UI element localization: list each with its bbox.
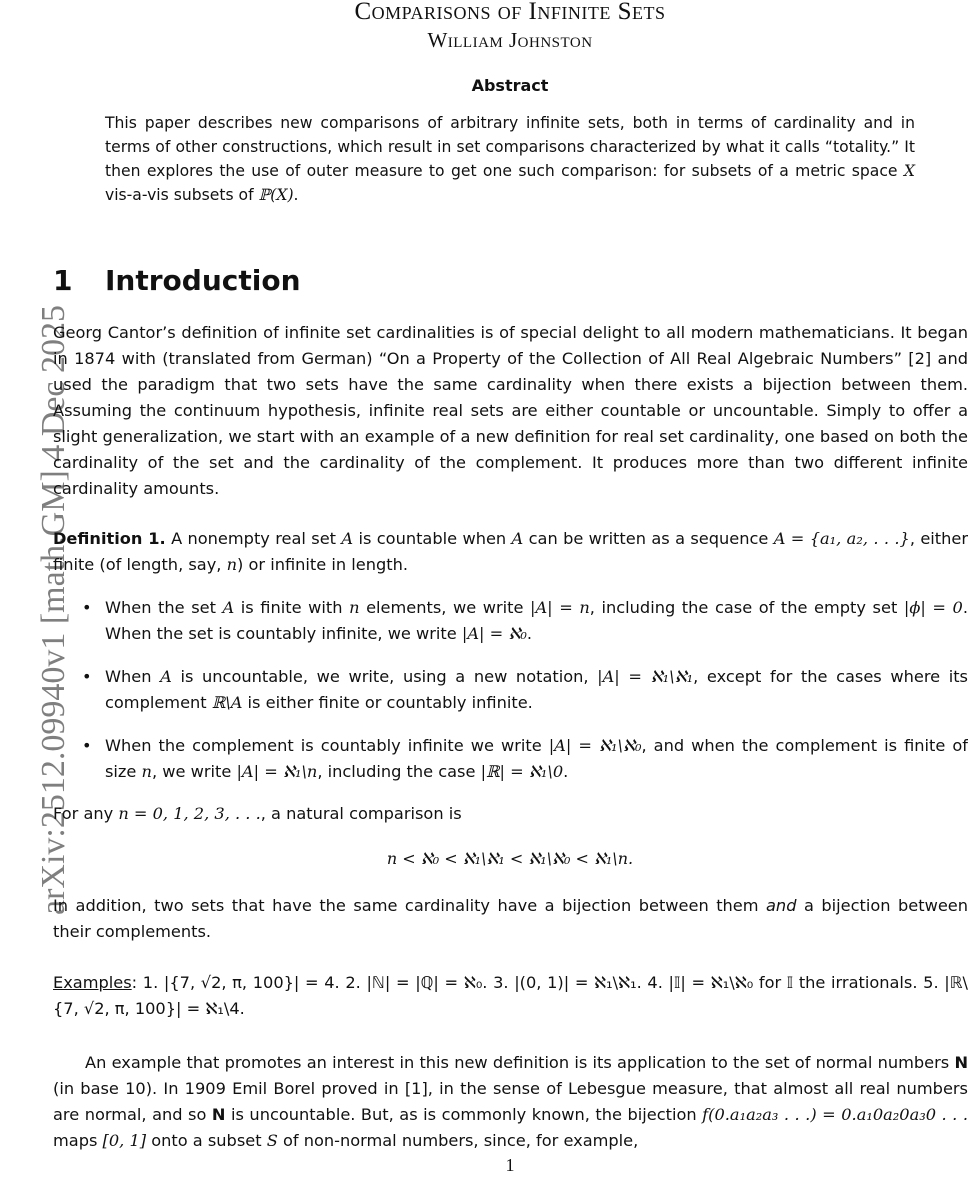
list-item: • When the complement is countably infinite we write |A| = ℵ₁\ℵ₀, and when the complement is finite of size n, we write |A| = ℵ₁\n, including the case |ℝ| = ℵ₁\0.	[105, 733, 968, 785]
section-heading	[53, 264, 301, 297]
abstract-text: This paper describes new comparisons of arbitrary infinite sets, both in terms of cardinality and in terms of other constructions, which result in set comparisons characterized by what it calls “totality.” It then explores the use of outer measure to get one such comparison: for subsets of a metric space X vis-a-vis subsets of ℙ(X).	[105, 114, 915, 204]
definition-label: Definition 1.	[53, 529, 166, 548]
intro-paragraph: Georg Cantor’s definition of infinite set cardinalities is of special delight to all modern mathematicians. It began in 1874 with (translated from German) “On a Property of the Collection of All Real Algebraic Numbers” [2] and used the paradigm that two sets have the same cardinality when there exists a bijection between them. Assuming the continuum hypothesis, infinite real sets are either countable or uncountable. Simply to offer a slight generalization, we start with an example of a new definition for real set cardinality, one based on both the cardinality of the set and the cardinality of the complement. It produces more than two different infinite cardinality amounts.	[53, 323, 968, 498]
bullet-icon: •	[82, 736, 92, 755]
comparison-display-equation: n < ℵ₀ < ℵ₁\ℵ₁ < ℵ₁\ℵ₀ < ℵ₁\n.	[386, 849, 634, 868]
comparison-paragraph: For any n = 0, 1, 2, 3, . . ., a natural comparison is	[53, 804, 462, 823]
page-number: 1	[505, 1155, 515, 1175]
author-name: William Johnston	[427, 28, 593, 52]
addition-paragraph: In addition, two sets that have the same cardinality have a bijection between them and a bijection between their complements.	[53, 896, 968, 941]
paper-title: Comparisons of Infinite Sets	[354, 0, 666, 25]
arxiv-identifier-stamp: arXiv:2512.09940v1 [math.GM] 4 Dec 2025	[35, 304, 72, 915]
bullet-icon: •	[82, 667, 92, 686]
list-item: • When A is uncountable, we write, using a new notation, |A| = ℵ₁\ℵ₁, except for the cases where its complement ℝ\A is either finite or countably infinite.	[105, 664, 968, 716]
list-item: • When the set A is finite with n elements, we write |A| = n, including the case of the empty set |ϕ| = 0. When the set is countably infinite, we write |A| = ℵ₀.	[105, 595, 968, 647]
normal-numbers-paragraph: An example that promotes an interest in this new definition is its application to the set of normal numbers N (in base 10). In 1909 Emil Borel proved in [1], in the sense of Lebesgue measure, that almost all real numbers are normal, and so N is uncountable. But, as is commonly known, the bijection f(0.a₁a₂a₃ . . .) = 0.a₁0a₂0a₃0 . . . maps [0, 1] onto a subset S of non-normal numbers, since, for example,	[53, 1053, 968, 1150]
examples-paragraph: Examples: 1. |{7, √2, π, 100}| = 4. 2. |ℕ| = |ℚ| = ℵ₀. 3. |(0, 1)| = ℵ₁\ℵ₁. 4. |𝕀| = ℵ₁\ℵ₀ for 𝕀 the irrationals. 5. |ℝ\{7, √2, π, 100}| = ℵ₁\4.	[53, 973, 968, 1018]
definition-block: Definition 1. A nonempty real set A is countable when A can be written as a sequence A = {a₁, a₂, . . .}, either finite (of length, say, n) or infinite in length.	[53, 529, 968, 574]
section-number: 1	[53, 264, 73, 297]
section-title: Introduction	[105, 264, 301, 297]
examples-label: Examples	[53, 973, 132, 992]
bullet-icon: •	[82, 598, 92, 617]
abstract-heading: Abstract	[471, 76, 549, 95]
